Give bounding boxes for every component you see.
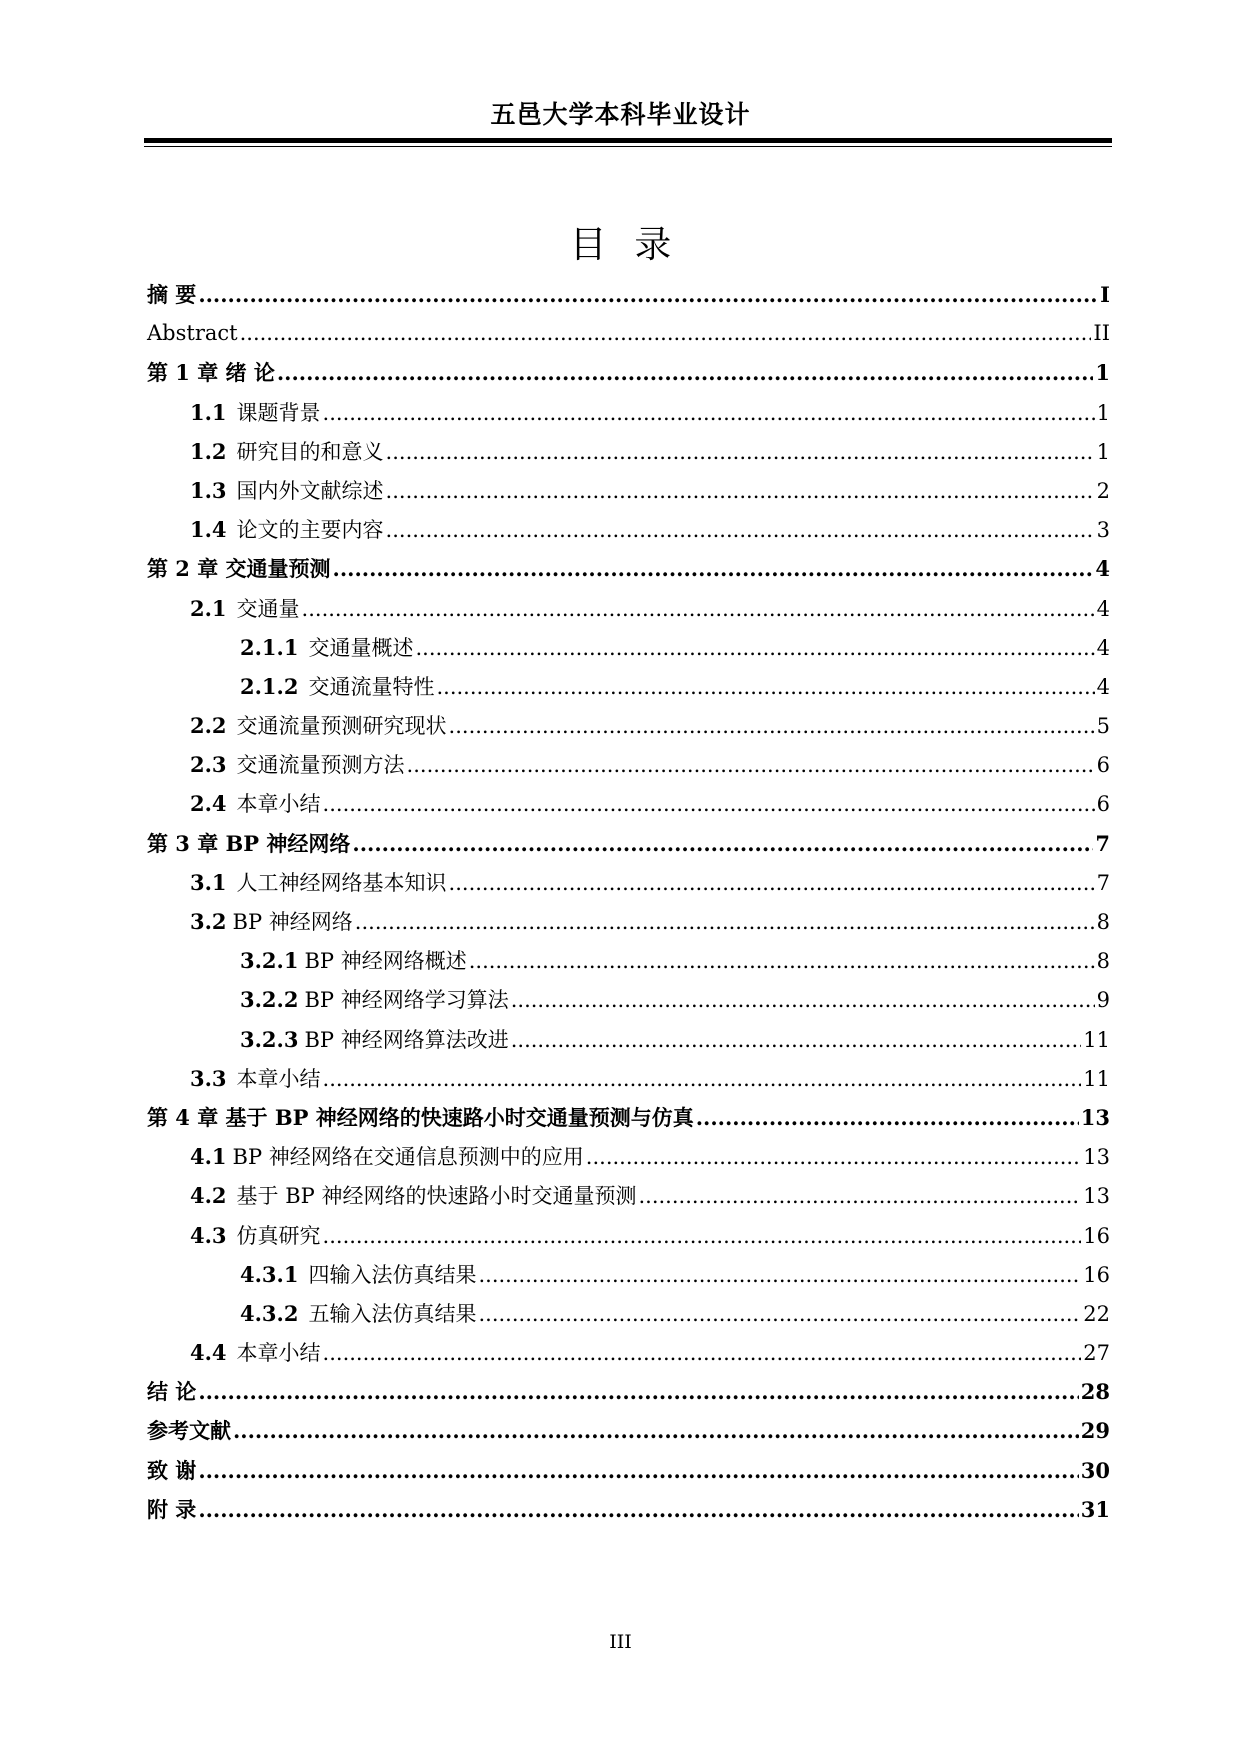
toc-entry-title: 交通流量预测研究现状 [236, 714, 447, 739]
toc-entry-title: 摘 要 [147, 282, 197, 307]
toc-entry[interactable] [147, 589, 1110, 628]
toc-entry-page: 1 [1095, 360, 1110, 386]
toc-dot-leader [638, 1177, 1081, 1216]
toc-entry-title: 第 4 章 基于 BP 神经网络的快速路小时交通量预测与仿真 [147, 1104, 694, 1130]
toc-entry[interactable] [147, 549, 1110, 588]
toc-entry-title: 第 1 章 绪 论 [147, 360, 275, 386]
toc-entry-page: 13 [1080, 1104, 1110, 1130]
toc-entry[interactable] [147, 275, 1110, 314]
toc-entry-number: 2.1.1 [240, 634, 299, 660]
toc-entry-title: 附 录 [147, 1496, 197, 1522]
toc-entry-title: 人工神经网络基本知识 [236, 870, 447, 895]
toc-entry-page: 5 [1096, 714, 1110, 739]
toc-entry[interactable] [147, 1020, 1110, 1059]
toc-entry-number: 4.3 [190, 1222, 227, 1248]
toc-entry[interactable] [147, 510, 1110, 549]
toc-dot-leader [511, 1021, 1082, 1060]
toc-entry-number: 2.3 [190, 752, 227, 778]
toc-dot-leader [415, 629, 1094, 668]
toc-entry-title: 第 3 章 BP 神经网络 [147, 830, 351, 856]
toc-dot-leader [277, 353, 1094, 392]
toc-dot-leader [323, 1060, 1082, 1099]
toc-entry-number: 2.4 [190, 791, 227, 817]
toc-entry-title: 交通量 [236, 596, 300, 621]
toc-entry-page: 1 [1096, 439, 1110, 464]
toc-dot-leader [198, 1372, 1078, 1411]
toc-entry-title: 第 2 章 交通量预测 [147, 556, 331, 582]
toc-dot-leader [478, 1295, 1081, 1334]
toc-dot-leader [511, 981, 1095, 1020]
toc-dot-leader [386, 472, 1095, 511]
toc-entry[interactable] [147, 863, 1110, 902]
toc-entry-page: 1 [1096, 400, 1110, 425]
toc-entry-number: 3.2.3 [240, 1026, 299, 1052]
toc-dot-leader [355, 903, 1095, 942]
toc-entry[interactable] [147, 353, 1110, 392]
toc-entry-title: 基于 BP 神经网络的快速路小时交通量预测 [236, 1184, 637, 1209]
toc-entry[interactable] [147, 432, 1110, 471]
toc-entry-page: 16 [1083, 1262, 1110, 1287]
toc-entry-number: 1.3 [190, 477, 227, 503]
header-rule-thin [144, 146, 1112, 147]
toc-entry-page: 27 [1083, 1341, 1110, 1366]
toc-entry[interactable] [147, 941, 1110, 980]
toc-entry-number: 2.1.2 [240, 673, 299, 699]
toc-dot-leader [198, 1451, 1078, 1490]
toc-entry-page: 28 [1080, 1379, 1110, 1405]
toc-entry[interactable] [147, 471, 1110, 510]
toc-list [147, 275, 1110, 1529]
toc-entry-page: 8 [1096, 910, 1110, 934]
running-header-title: 五邑大学本科毕业设计 [490, 100, 751, 129]
toc-entry-number: 3.3 [190, 1065, 227, 1091]
toc-entry-page: 4 [1096, 635, 1110, 660]
toc-entry-number: 3.2.1 [240, 948, 299, 974]
toc-dot-leader [586, 1138, 1081, 1177]
toc-dot-leader [407, 746, 1095, 785]
toc-entry-page: 6 [1096, 753, 1110, 778]
toc-dot-leader [323, 785, 1095, 824]
toc-entry[interactable] [147, 393, 1110, 432]
toc-entry-number: 2.1 [190, 595, 227, 621]
toc-entry-page: 29 [1080, 1418, 1110, 1444]
toc-entry-title: 四输入法仿真结果 [308, 1262, 477, 1287]
toc-entry[interactable] [147, 1372, 1110, 1411]
toc-entry[interactable] [147, 1411, 1110, 1450]
toc-entry-page: 6 [1096, 792, 1110, 817]
toc-entry-title: 五输入法仿真结果 [308, 1301, 477, 1326]
toc-entry-page: 3 [1096, 518, 1110, 543]
toc-entry-page: 16 [1083, 1223, 1110, 1248]
toc-entry[interactable] [147, 1333, 1110, 1372]
toc-dot-leader [436, 668, 1094, 707]
toc-dot-leader [386, 511, 1095, 550]
toc-entry-page: 13 [1083, 1184, 1110, 1209]
toc-entry-page: 8 [1096, 949, 1110, 974]
toc-entry[interactable] [147, 1294, 1110, 1333]
toc-dot-leader [449, 864, 1095, 903]
toc-entry-title: BP 神经网络学习算法 [304, 988, 509, 1013]
toc-entry-title: BP 神经网络 [232, 910, 353, 934]
toc-dot-leader [198, 275, 1098, 314]
toc-dot-leader [198, 1490, 1078, 1529]
toc-entry-page: 4 [1096, 674, 1110, 699]
toc-entry-page: 4 [1096, 596, 1110, 621]
toc-entry[interactable] [147, 1059, 1110, 1098]
toc-entry-title: 本章小结 [236, 1341, 321, 1366]
toc-entry-title: 本章小结 [236, 1066, 321, 1091]
toc-entry[interactable] [147, 980, 1110, 1019]
toc-entry-number: 2.2 [190, 713, 227, 739]
toc-entry-page: 11 [1083, 1027, 1110, 1052]
toc-entry-page: 30 [1080, 1457, 1110, 1483]
toc-entry-page: 7 [1095, 830, 1110, 856]
toc-entry[interactable] [147, 1098, 1110, 1137]
toc-entry-title: Abstract [147, 321, 238, 346]
toc-entry-page: 4 [1095, 556, 1110, 582]
toc-entry[interactable] [147, 1176, 1110, 1215]
toc-entry-number: 1.4 [190, 517, 227, 543]
toc-entry-number: 4.3.2 [240, 1300, 299, 1326]
toc-entry-title: BP 神经网络概述 [304, 949, 467, 974]
toc-entry-number: 4.3.1 [240, 1261, 299, 1287]
toc-dot-leader [469, 942, 1095, 981]
toc-entry[interactable] [147, 745, 1110, 784]
toc-entry-page: I [1100, 282, 1110, 307]
toc-entry-title: 参考文献 [147, 1418, 231, 1444]
toc-entry[interactable] [147, 1137, 1110, 1176]
toc-entry[interactable] [147, 1255, 1110, 1294]
toc-entry-title: 论文的主要内容 [236, 518, 384, 543]
toc-entry-title: 本章小结 [236, 792, 321, 817]
toc-dot-leader [240, 314, 1092, 353]
toc-entry-number: 3.2.2 [240, 987, 299, 1013]
toc-dot-leader [352, 824, 1093, 863]
toc-entry-number: 4.4 [190, 1340, 227, 1366]
toc-entry-number: 1.2 [190, 438, 227, 464]
toc-entry[interactable] [147, 1216, 1110, 1255]
toc-title: 目 录 [569, 223, 672, 266]
toc-entry[interactable] [147, 314, 1110, 353]
toc-entry-page: 13 [1083, 1145, 1110, 1170]
toc-entry[interactable] [147, 628, 1110, 667]
toc-entry-page: 9 [1096, 988, 1110, 1013]
toc-entry-number: 4.1 [190, 1144, 227, 1170]
toc-entry-page: II [1093, 321, 1110, 346]
toc-entry-number: 3.2 [190, 909, 227, 934]
toc-entry-page: 22 [1083, 1301, 1110, 1326]
toc-entry-title: 结 论 [147, 1379, 197, 1405]
toc-dot-leader [323, 1217, 1082, 1256]
toc-entry-title: 交通流量特性 [308, 674, 435, 699]
toc-entry-number: 3.1 [190, 869, 227, 895]
toc-entry-title: 国内外文献综述 [236, 478, 384, 503]
toc-entry-title: 仿真研究 [236, 1223, 321, 1248]
toc-dot-leader [478, 1256, 1081, 1295]
toc-entry-title: 交通量概述 [308, 635, 414, 660]
toc-entry-number: 4.2 [190, 1183, 227, 1209]
toc-entry-page: 7 [1096, 870, 1110, 895]
toc-entry-title: 致 谢 [147, 1457, 197, 1483]
toc-entry[interactable] [147, 667, 1110, 706]
toc-entry[interactable] [147, 784, 1110, 823]
toc-dot-leader [323, 1334, 1082, 1373]
toc-dot-leader [333, 549, 1094, 588]
toc-entry-title: 课题背景 [236, 400, 321, 425]
toc-entry[interactable] [147, 1490, 1110, 1529]
header-rule-thick [144, 138, 1112, 143]
toc-entry[interactable] [147, 706, 1110, 745]
toc-entry-title: BP 神经网络算法改进 [304, 1027, 509, 1052]
toc-entry-title: 交通流量预测方法 [236, 753, 405, 778]
toc-dot-leader [449, 707, 1095, 746]
toc-dot-leader [696, 1098, 1079, 1137]
toc-entry[interactable] [147, 1451, 1110, 1490]
toc-entry-page: 11 [1083, 1066, 1110, 1091]
toc-entry[interactable] [147, 902, 1110, 941]
toc-entry-page: 2 [1096, 478, 1110, 503]
toc-entry-page: 31 [1080, 1496, 1110, 1522]
toc-entry-title: BP 神经网络在交通信息预测中的应用 [232, 1145, 584, 1170]
toc-dot-leader [386, 433, 1095, 472]
toc-entry-number: 1.1 [190, 399, 227, 425]
toc-entry-title: 研究目的和意义 [236, 439, 384, 464]
toc-dot-leader [323, 394, 1095, 433]
toc-dot-leader [233, 1411, 1079, 1450]
page-number: III [609, 1631, 632, 1653]
toc-dot-leader [302, 590, 1095, 629]
toc-entry[interactable] [147, 824, 1110, 863]
